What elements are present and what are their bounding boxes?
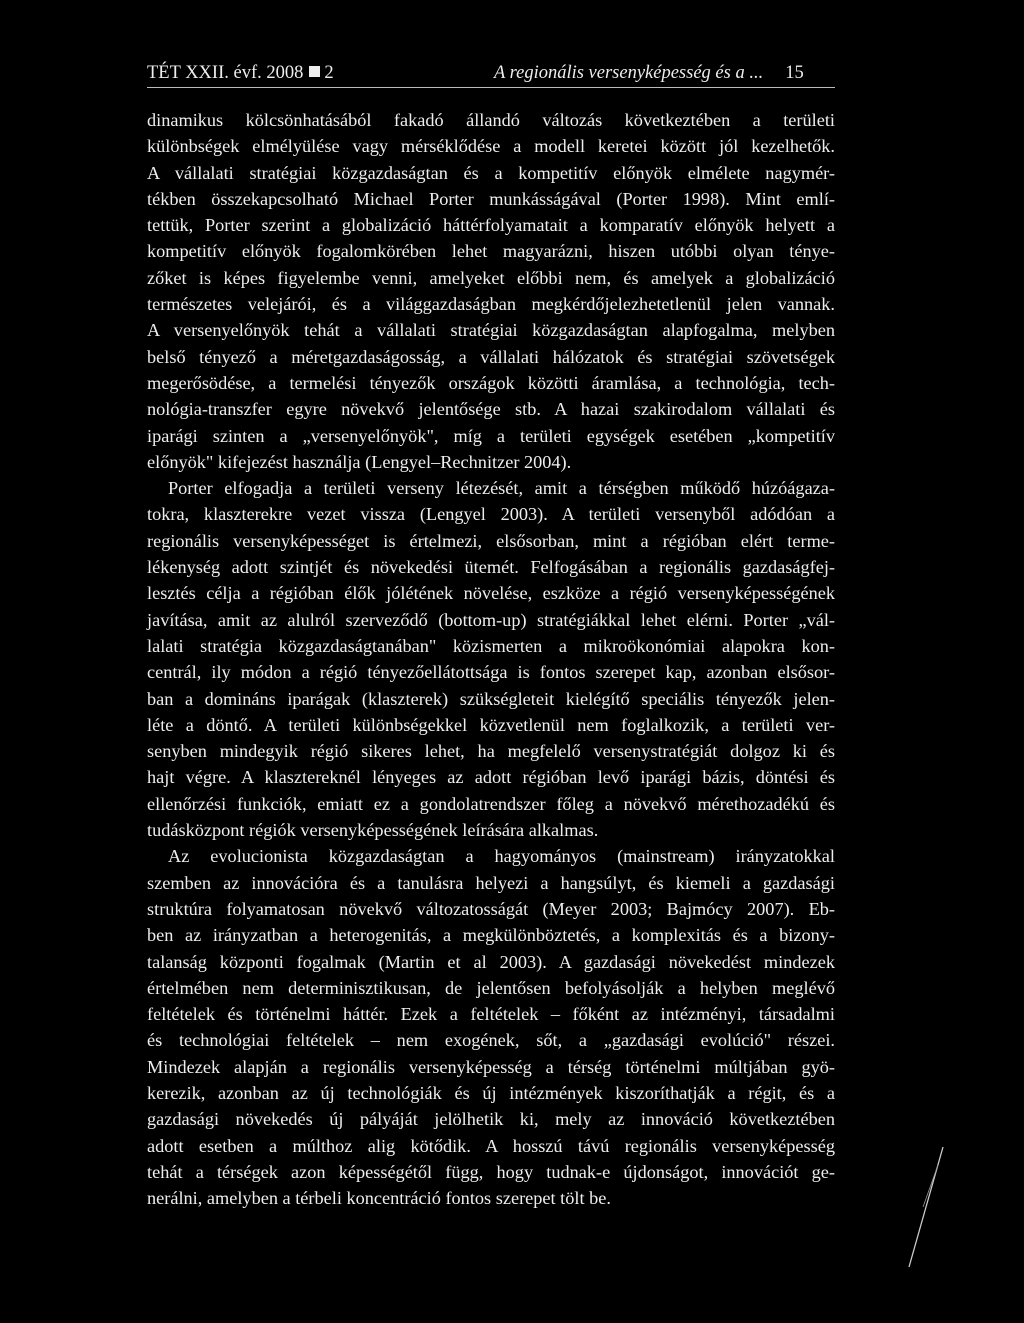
- text-line: hajt végre. A klasztereknél lényeges az adott régióban levő iparági bázis, döntési és: [147, 767, 835, 788]
- text-line: különbségek elmélyülése vagy mérséklődése a modell keretei között jól kezelhetők.: [147, 136, 835, 157]
- square-bullet-icon: [309, 66, 320, 77]
- page-number: 15: [785, 63, 804, 83]
- text-line: gazdasági növekedés új pályáját jelölhetik ki, mely az innováció következtében: [147, 1109, 835, 1130]
- text-line: dinamikus kölcsönhatásából fakadó állandó változás következtében a területi: [147, 110, 835, 130]
- text-line: ban a domináns iparágak (klaszterek) szükségleteit kielégítő speciális tényezők jelen-: [147, 688, 835, 709]
- text-line: zőket is képes figyelembe venni, amelyeket előbbi nem, és amelyek a globalizáció: [147, 267, 835, 288]
- text-line: lesztés célja a régióban élők jólétének növelése, eszköze a régió versenyképességének: [147, 583, 835, 604]
- text-line: előnyök" kifejezést használja (Lengyel–Rechnitzer 2004).: [147, 451, 572, 472]
- running-title: A regionális versenyképesség és a ... 15: [494, 63, 804, 83]
- text-line: javítása, amit az alulról szerveződő (bottom-up) stratégiákkal lehet elérni. Porter „vál-: [147, 609, 835, 630]
- text-line: ben az irányzatban a heterogenitás, a megkülönböztetés, a komplexitás és a bizony-: [147, 925, 835, 946]
- text-line: tudásközpont régiók versenyképességének leírására alkalmas.: [147, 820, 599, 841]
- paragraph: [147, 107, 835, 1211]
- text-line: Az evolucionista közgazdaságtan a hagyományos (mainstream) irányzatokkal: [168, 846, 835, 867]
- text-line: megerősödése, a termelési tényezők országok közötti áramlása, a technológia, tech-: [147, 372, 835, 393]
- text-line: és technológiai feltételek – nem exogének, sőt, a „gazdasági evolúció" részei.: [147, 1030, 835, 1051]
- text-line: természetes velejárói, és a világgazdaságban megkérdőjelezhetetlenül jelen vannak.: [147, 294, 835, 315]
- text-line: Porter elfogadja a területi verseny létezését, amit a térségben működő húzóágaza-: [168, 478, 835, 499]
- text-line: tehát a térségek azon képességétől függ, hogy tudnak-e újdonságot, innovációt ge-: [147, 1161, 835, 1182]
- text-line: adott esetben a múlthoz alig kötődik. A hosszú távú regionális versenyképesség: [147, 1135, 835, 1156]
- running-header: [147, 60, 835, 86]
- text-line: lalati stratégia közgazdaságtanában" közismerten a mikroökonómiai alapokra kon-: [147, 635, 835, 656]
- text-line: talanság központi fogalmak (Martin et al 2003). A gazdasági növekedést mindezek: [147, 951, 835, 972]
- text-line: tettük, Porter szerint a globalizáció háttérfolyamatait a komparatív előnyök helyett a: [147, 215, 835, 236]
- text-line: nológia-transzfer egyre növekvő jelentősége stb. A hazai szakirodalom vállalati és: [147, 399, 835, 420]
- text-line: tékben összekapcsolható Michael Porter munkásságával (Porter 1998). Mint emlí-: [147, 188, 835, 209]
- text-line: senyben mindegyik régió sikeres lehet, ha megfelelő versenystratégiát dolgoz ki és: [147, 741, 835, 762]
- text-line: regionális versenyképességet is értelmezi, elsősorban, mint a régióban elért terme-: [147, 530, 835, 551]
- text-line: léte a döntő. A területi különbségekkel közvetlenül nem foglalkozik, a területi ver-: [147, 714, 835, 735]
- text-line: struktúra folyamatosan növekvő változatosságát (Meyer 2003; Bajmócy 2007). Eb-: [147, 898, 835, 919]
- text-line: iparági szinten a „versenyelőnyök", míg a területi egységek esetében „kompetitív: [147, 425, 835, 446]
- pen-stroke-mark: [905, 1145, 945, 1270]
- journal-issue: TÉT XXII. évf. 2008 2: [147, 63, 334, 83]
- text-line: értelmében nem determinisztikusan, de jelentősen befolyásolják a helyben meglévő: [147, 977, 835, 998]
- text-line: A versenyelőnyök tehát a vállalati stratégiai közgazdaságtan alapfogalma, melyben: [147, 320, 835, 341]
- text-line: A vállalati stratégiai közgazdaságtan és a kompetitív előnyök elmélete nagymér-: [147, 162, 835, 183]
- header-rule: [147, 87, 835, 88]
- text-line: kompetitív előnyök fogalomkörében lehet magyarázni, hiszen utóbbi olyan ténye-: [147, 241, 835, 262]
- text-line: Mindezek alapján a regionális versenyképesség a térség történelmi múltjában gyö-: [147, 1056, 835, 1077]
- text-line: lékenység adott szintjét és növekedési ütemét. Felfogásában a regionális gazdaságfej-: [147, 557, 835, 578]
- text-line: belső tényező a méretgazdaságosság, a vállalati hálózatok és stratégiai szövetségek: [147, 346, 835, 367]
- text-line: centrál, ily módon a régió tényezőellátottsága is fontos szerepet kap, azonban elsősor-: [147, 662, 835, 683]
- text-line: szemben az innovációra és a tanulásra helyezi a hangsúlyt, és kiemeli a gazdasági: [147, 872, 835, 893]
- text-line: ellenőrzési funkciók, emiatt ez a gondolatrendszer főleg a növekvő mérethozadékú és: [147, 793, 835, 814]
- text-line: tokra, klaszterekre vezet vissza (Lengyel 2003). A területi versenyből adódóan a: [147, 504, 835, 525]
- text-line: feltételek és történelmi háttér. Ezek a feltételek – főként az intézményi, társadalmi: [147, 1004, 835, 1025]
- body-text: [147, 107, 835, 1211]
- text-line: nerálni, amelyben a térbeli koncentráció fontos szerepet tölt be.: [147, 1188, 611, 1209]
- text-line: kerezik, azonban az új technológiák és új intézmények kiszoríthatják a régit, és a: [147, 1082, 835, 1103]
